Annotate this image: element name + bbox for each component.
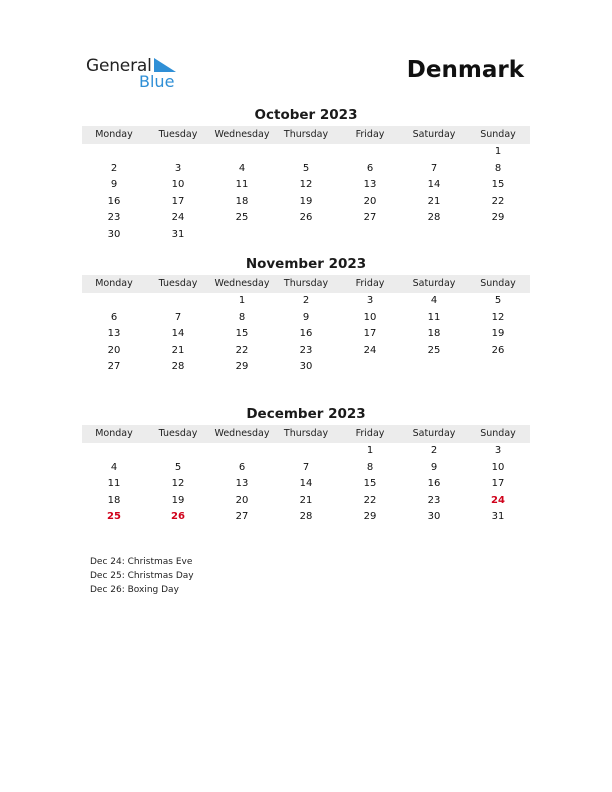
month-title: December 2023	[246, 406, 366, 422]
weekday-header	[82, 126, 530, 144]
day-cell: 2	[302, 295, 310, 306]
day-cell: 18	[427, 328, 441, 340]
weekday-label: Monday	[95, 428, 133, 439]
day-cell: 3	[174, 162, 182, 174]
weekday-label: Friday	[355, 278, 385, 289]
day-cell: 8	[366, 461, 374, 473]
weekday-label: Tuesday	[158, 278, 198, 289]
day-cell: 5	[174, 461, 182, 473]
day-cell: 30	[427, 511, 441, 523]
empty-day-cell	[146, 293, 210, 310]
day-cell: 25	[427, 344, 441, 356]
empty-day-cell	[146, 144, 210, 161]
day-cell: 25	[235, 212, 249, 224]
week-row	[82, 227, 530, 244]
day-cell: 19	[299, 195, 313, 207]
brand-logo	[86, 56, 186, 92]
week-row	[82, 460, 530, 477]
empty-day-cell	[466, 227, 530, 244]
day-cell: 9	[302, 311, 310, 323]
day-cell: 26	[171, 511, 185, 523]
empty-day-cell	[466, 359, 530, 376]
week-row	[82, 177, 530, 194]
day-cell: 11	[235, 179, 249, 191]
weekday-label: Monday	[95, 278, 133, 289]
logo-text-general: General	[86, 56, 152, 76]
empty-day-cell	[338, 227, 402, 244]
day-cell: 29	[363, 511, 377, 523]
logo-text-blue: Blue	[139, 72, 175, 91]
week-row	[82, 493, 530, 510]
weekday-label: Sunday	[480, 428, 516, 439]
week-row	[82, 144, 530, 161]
weekday-label: Saturday	[412, 278, 456, 289]
day-cell: 20	[235, 494, 249, 506]
day-cell: 10	[491, 461, 505, 473]
week-row	[82, 326, 530, 343]
day-cell: 11	[427, 311, 441, 323]
day-cell: 12	[491, 311, 505, 323]
day-cell: 19	[171, 494, 185, 506]
day-cell: 11	[107, 478, 121, 490]
day-cell: 29	[235, 361, 249, 373]
empty-day-cell	[146, 443, 210, 460]
day-cell: 30	[107, 228, 121, 240]
weekday-label: Thursday	[283, 428, 329, 439]
day-cell: 30	[299, 361, 313, 373]
weekday-label: Tuesday	[158, 129, 198, 140]
month-october	[82, 106, 530, 244]
empty-day-cell	[210, 144, 274, 161]
day-cell: 17	[491, 478, 505, 490]
day-cell: 3	[494, 445, 502, 456]
day-cell: 15	[491, 179, 505, 191]
weekday-label: Thursday	[283, 278, 329, 289]
day-cell: 16	[107, 195, 121, 207]
weekday-label: Sunday	[480, 129, 516, 140]
day-cell: 6	[110, 311, 118, 323]
day-cell: 4	[430, 295, 438, 306]
month-november	[82, 255, 530, 376]
weekday-label: Sunday	[480, 278, 516, 289]
month-grid	[82, 293, 530, 376]
weekday-label: Friday	[355, 129, 385, 140]
month-title: October 2023	[254, 107, 358, 123]
week-row	[82, 210, 530, 227]
holiday-note: Dec 25: Christmas Day	[90, 570, 194, 581]
day-cell: 29	[491, 212, 505, 224]
day-cell: 14	[171, 328, 185, 340]
day-cell: 7	[174, 311, 182, 323]
week-row	[82, 194, 530, 211]
weekday-label: Saturday	[412, 129, 456, 140]
weekday-label: Wednesday	[214, 129, 270, 140]
day-cell: 22	[235, 344, 249, 356]
day-cell: 31	[171, 228, 185, 240]
empty-day-cell	[210, 227, 274, 244]
day-cell: 16	[299, 328, 313, 340]
day-cell: 17	[171, 195, 185, 207]
empty-day-cell	[82, 144, 146, 161]
empty-day-cell	[402, 227, 466, 244]
day-cell: 14	[299, 478, 313, 490]
holiday-note: Dec 24: Christmas Eve	[90, 557, 193, 567]
day-cell: 28	[299, 511, 313, 523]
empty-day-cell	[274, 443, 338, 460]
weekday-header	[82, 425, 530, 443]
day-cell: 26	[491, 344, 505, 356]
day-cell: 2	[430, 445, 438, 456]
day-cell: 18	[107, 494, 121, 506]
day-cell: 19	[491, 328, 505, 340]
day-cell: 23	[107, 212, 121, 224]
day-cell: 27	[107, 361, 121, 373]
day-cell: 3	[366, 295, 374, 306]
week-row	[82, 310, 530, 327]
month-december	[82, 405, 530, 526]
empty-day-cell	[338, 144, 402, 161]
day-cell: 15	[363, 478, 377, 490]
day-cell: 23	[299, 344, 313, 356]
day-cell: 13	[235, 478, 249, 490]
day-cell: 22	[363, 494, 377, 506]
day-cell: 10	[363, 311, 377, 323]
day-cell: 24	[363, 344, 377, 356]
weekday-label: Saturday	[412, 428, 456, 439]
day-cell: 25	[107, 511, 121, 523]
day-cell: 31	[491, 511, 505, 523]
day-cell: 21	[299, 494, 313, 506]
day-cell: 23	[427, 494, 441, 506]
weekday-label: Tuesday	[158, 428, 198, 439]
empty-day-cell	[338, 359, 402, 376]
day-cell: 8	[238, 311, 246, 323]
day-cell: 12	[299, 179, 313, 191]
weekday-header	[82, 275, 530, 293]
week-row	[82, 509, 530, 526]
day-cell: 21	[171, 344, 185, 356]
week-row	[82, 359, 530, 376]
empty-day-cell	[210, 443, 274, 460]
day-cell: 22	[491, 195, 505, 207]
day-cell: 5	[494, 295, 502, 306]
logo-triangle-icon	[154, 58, 176, 72]
day-cell: 27	[235, 511, 249, 523]
week-row	[82, 343, 530, 360]
day-cell: 10	[171, 179, 185, 191]
day-cell: 12	[171, 478, 185, 490]
week-row	[82, 476, 530, 493]
day-cell: 21	[427, 195, 441, 207]
day-cell: 18	[235, 195, 249, 207]
month-grid	[82, 144, 530, 244]
day-cell: 28	[427, 212, 441, 224]
day-cell: 1	[494, 146, 502, 157]
week-row	[82, 443, 530, 460]
day-cell: 7	[302, 461, 310, 473]
week-row	[82, 293, 530, 310]
country-title: Denmark	[406, 57, 524, 83]
month-title: November 2023	[245, 256, 367, 272]
day-cell: 9	[110, 179, 118, 191]
day-cell: 15	[235, 328, 249, 340]
day-cell: 4	[110, 461, 118, 473]
weekday-label: Monday	[95, 129, 133, 140]
empty-day-cell	[82, 293, 146, 310]
day-cell: 28	[171, 361, 185, 373]
empty-day-cell	[402, 144, 466, 161]
day-cell: 6	[366, 162, 374, 174]
day-cell: 20	[363, 195, 377, 207]
day-cell: 13	[107, 328, 121, 340]
empty-day-cell	[402, 359, 466, 376]
day-cell: 1	[238, 295, 246, 306]
day-cell: 17	[363, 328, 377, 340]
day-cell: 8	[494, 162, 502, 174]
day-cell: 1	[366, 445, 374, 456]
day-cell: 9	[430, 461, 438, 473]
day-cell: 7	[430, 162, 438, 174]
day-cell: 24	[491, 494, 505, 506]
weekday-label: Wednesday	[214, 278, 270, 289]
holiday-notes	[90, 556, 194, 597]
day-cell: 20	[107, 344, 121, 356]
day-cell: 14	[427, 179, 441, 191]
day-cell: 16	[427, 478, 441, 490]
day-cell: 5	[302, 162, 310, 174]
holiday-note: Dec 26: Boxing Day	[90, 584, 179, 595]
week-row	[82, 161, 530, 178]
weekday-label: Wednesday	[214, 428, 270, 439]
day-cell: 26	[299, 212, 313, 224]
empty-day-cell	[82, 443, 146, 460]
day-cell: 24	[171, 212, 185, 224]
day-cell: 13	[363, 179, 377, 191]
empty-day-cell	[274, 144, 338, 161]
empty-day-cell	[274, 227, 338, 244]
day-cell: 27	[363, 212, 377, 224]
day-cell: 6	[238, 461, 246, 473]
weekday-label: Thursday	[283, 129, 329, 140]
weekday-label: Friday	[355, 428, 385, 439]
month-grid	[82, 443, 530, 526]
day-cell: 2	[110, 162, 118, 174]
day-cell: 4	[238, 162, 246, 174]
